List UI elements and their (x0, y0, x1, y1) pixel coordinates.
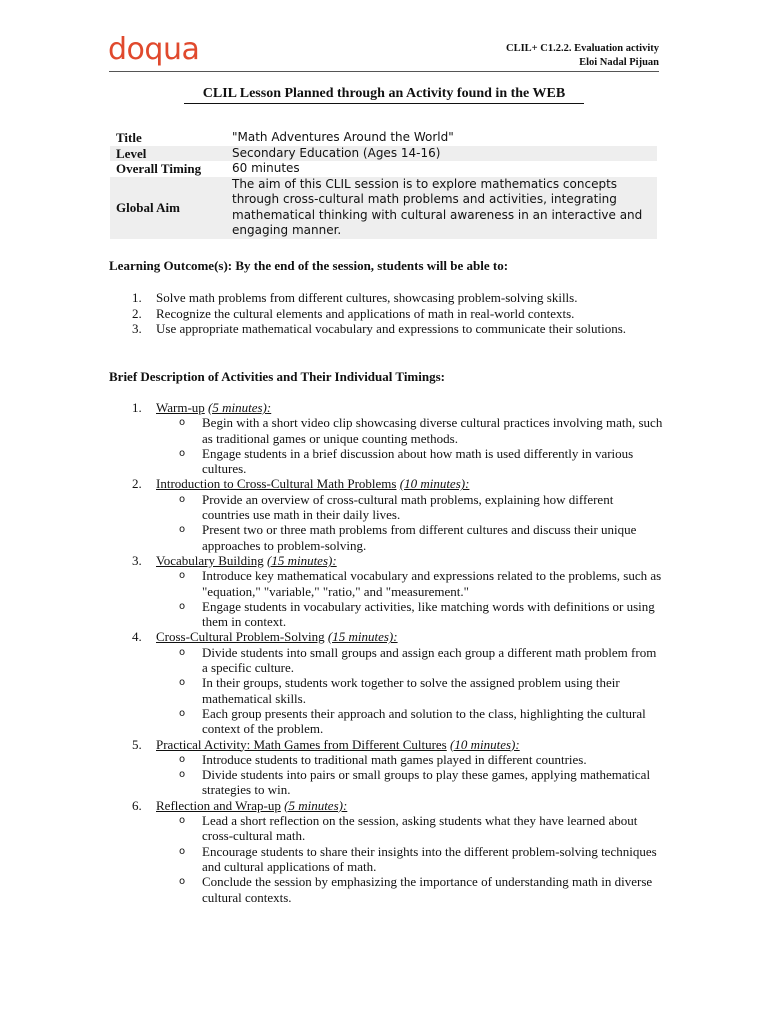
outcomes-heading: Learning Outcome(s): By the end of the session, students will be able to: (109, 258, 509, 273)
sub-item: o Engage students in a brief discussion about how math is used differently in various cultures. (179, 445, 634, 477)
document-title-text: CLIL Lesson Planned through an Activity found in the WEB (202, 86, 566, 101)
sub-item: o Each group presents their approach and solution to the class, highlighting the cultural context of the problem. (179, 705, 646, 737)
activities-heading: Brief Description of Activities and Their Individual Timings: (109, 369, 445, 384)
activity-timing: (10 minutes): (450, 736, 520, 752)
document-header (506, 42, 659, 70)
lesson-info-table (110, 130, 657, 239)
level-row (110, 146, 657, 162)
title-row (110, 130, 657, 146)
aim-label: Global Aim (110, 177, 226, 239)
activity-timing: (15 minutes): (266, 552, 337, 568)
activity-timing: (5 minutes): (208, 400, 272, 415)
outcomes-list (109, 290, 664, 337)
activities-list (109, 400, 664, 905)
timing-value: 60 minutes (232, 161, 300, 175)
sub-item-text: Divide students into pairs or small groups to play these games, applying mathematical strategies to win. (202, 767, 651, 798)
outcome-text: Recognize the cultural elements and applications of math in real-world contexts. (156, 305, 575, 321)
activity-title: Reflection and Wrap-up (156, 797, 281, 813)
sub-item-text: Encourage students to share their insights into the different problem-solving techniques and cultural applications of math. (202, 843, 657, 874)
author-name: Eloi Nadal Pijuan (579, 57, 659, 68)
activity-title: Practical Activity: Math Games from Different Cultures (156, 736, 447, 752)
activity-timing: (15 minutes): (327, 629, 398, 645)
sub-item: o Divide students into small groups and assign each group a different math problem from a specific culture. (179, 644, 657, 676)
sub-item: o Divide students into pairs or small groups to play these games, applying mathematical strategies to win. (179, 767, 651, 798)
activity-item: 4. Cross-Cultural Problem-Solving (15 minutes): o Divide students into small groups and assign each group a different math problem from a specific culture. o In their groups, students work together to solve the assigned problem using their mathematical skills. o Each group presents their approach and solution to the class, highlighting the cultural context of the problem. (109, 629, 664, 736)
activity-timing: (10 minutes): (399, 476, 470, 492)
sub-item-text: Engage students in a brief discussion about how math is used differently in various cultures. (202, 445, 634, 477)
timing-label: Overall Timing (116, 161, 202, 176)
course-code: CLIL+ C1.2.2. Evaluation activity (506, 43, 659, 54)
aim-value: The aim of this CLIL session is to explore mathematics concepts through cross-cultural math problems and activities, integrating mathematical thinking with cultural awareness in an interactive and engaging manner. (226, 177, 657, 239)
activity-item: 1. Warm-up (5 minutes): o Begin with a short video clip showcasing diverse cultural practices involving math, such as traditional games or unique counting methods. o Engage students in a brief discussion about how math is used differently in various cultures. (132, 400, 663, 477)
sub-item-text: Begin with a short video clip showcasing diverse cultural practices involving math, such as traditional games or unique counting methods. (202, 415, 663, 446)
sub-item-text: Lead a short reflection on the session, asking students what they have learned about cross-cultural math. (202, 813, 638, 844)
timing-row (110, 161, 657, 177)
doqua-logo: doqua (108, 32, 200, 67)
activity-title: Warm-up (156, 400, 205, 415)
sub-item: o Lead a short reflection on the session, asking students what they have learned about cross-cultural math. (179, 813, 638, 844)
list-item: 3. Use appropriate mathematical vocabulary and expressions to communicate their solutions. (132, 321, 627, 336)
sub-item: o Engage students in vocabulary activities, like matching words with definitions or using them in context. (179, 598, 655, 630)
activity-item: 2. Introduction to Cross-Cultural Math Problems (10 minutes): o Provide an overview of cross-cultural math problems, explaining how different countries use math in their daily lives. o Present two or three math problems from different cultures and discuss their unique approaches to problem-solving. (109, 476, 664, 552)
sub-item-text: In their groups, students work together to solve the assigned problem using their mathematical skills. (202, 675, 620, 706)
list-item: 2. Recognize the cultural elements and applications of math in real-world contexts. (132, 305, 575, 321)
sub-item: o Present two or three math problems from different cultures and discuss their unique approaches to problem-solving. (179, 522, 637, 553)
level-label: Level (110, 146, 226, 162)
sub-item: o In their groups, students work together to solve the assigned problem using their mathematical skills. (179, 675, 620, 706)
sub-item: o Begin with a short video clip showcasing diverse cultural practices involving math, such as traditional games or unique counting methods. (179, 415, 663, 446)
title-value: "Math Adventures Around the World" (232, 130, 454, 144)
sub-item-text: Provide an overview of cross-cultural math problems, explaining how different countries use math in their daily lives. (202, 491, 614, 523)
sub-item-text: Each group presents their approach and solution to the class, highlighting the cultural context of the problem. (202, 705, 646, 737)
outcome-text: Use appropriate mathematical vocabulary and expressions to communicate their solutions. (156, 321, 627, 336)
sub-item: o Encourage students to share their insights into the different problem-solving techniques and cultural applications of math. (179, 843, 657, 874)
activity-item: 6. Reflection and Wrap-up (5 minutes): o Lead a short reflection on the session, asking students what they have learned about cross-cultural math. o Encourage students to share their insights into the different problem-solving techniques and cultural applications of math. o Conclude the session by emphasizing the importance of understanding math in diverse cultural contexts. (109, 798, 664, 905)
sub-item-text: Conclude the session by emphasizing the importance of understanding math in diverse cultural contexts. (202, 874, 653, 905)
sub-item: o Introduce key mathematical vocabulary and expressions related to the problems, such as "equation," "variable," "ratio," and "measurement." (179, 568, 662, 599)
sub-item-text: Introduce key mathematical vocabulary and expressions related to the problems, such as "equation," "variable," "ratio," and "measurement." (202, 568, 662, 599)
outcome-text: Solve math problems from different cultures, showcasing problem-solving skills. (156, 290, 578, 305)
sub-item-text: Present two or three math problems from different cultures and discuss their unique approaches to problem-solving. (202, 522, 637, 553)
sub-item: o Conclude the session by emphasizing the importance of understanding math in diverse cultural contexts. (179, 874, 653, 905)
sub-item: o Provide an overview of cross-cultural math problems, explaining how different countries use math in their daily lives. (179, 491, 614, 523)
level-value: Secondary Education (Ages 14-16) (226, 146, 657, 162)
header-divider (109, 71, 659, 72)
activity-timing: (5 minutes): (284, 797, 348, 813)
title-label: Title (116, 130, 142, 145)
sub-item-text: Engage students in vocabulary activities, like matching words with definitions or using them in context. (202, 598, 655, 630)
list-item: 1. Solve math problems from different cultures, showcasing problem-solving skills. (132, 290, 578, 305)
activity-item: 3. Vocabulary Building (15 minutes): o Introduce key mathematical vocabulary and expressions related to the problems, such as "equation," "variable," "ratio," and "measurement." o Engage students in vocabulary activities, like matching words with definitions or using them in context. (109, 553, 664, 629)
activity-title: Introduction to Cross-Cultural Math Problems (156, 476, 397, 492)
sub-item-text: Introduce students to traditional math games played in different countries. (202, 751, 587, 767)
activity-item: 5. Practical Activity: Math Games from Different Cultures (10 minutes): o Introduce students to traditional math games played in different countries. o Divide students into pairs or small groups to play these games, applying mathematical strategies to win. (109, 737, 664, 798)
sub-item-text: Divide students into small groups and assign each group a different math problem from a specific culture. (202, 644, 657, 676)
sub-item: o Introduce students to traditional math games played in different countries. (179, 751, 587, 767)
aim-row (110, 177, 657, 239)
activity-title: Cross-Cultural Problem-Solving (156, 629, 325, 645)
activity-title: Vocabulary Building (156, 552, 264, 568)
document-title (0, 86, 768, 104)
